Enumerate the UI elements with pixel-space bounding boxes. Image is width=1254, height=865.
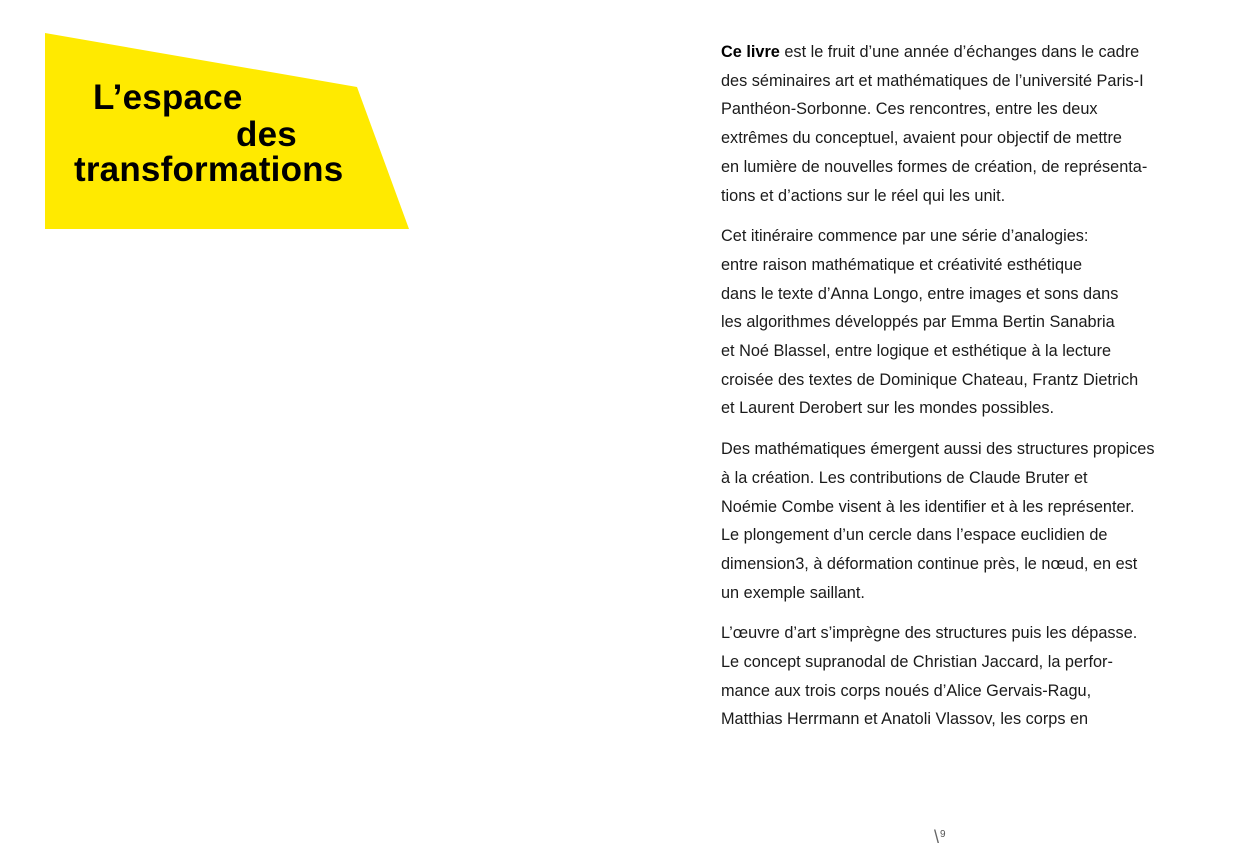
paragraph-2: [721, 222, 1171, 423]
text-line: croisée des textes de Dominique Chateau, Frantz Dietrich: [721, 370, 1139, 389]
text-line: et Noé Blassel, entre logique et esthétique à la lecture: [721, 342, 1112, 361]
text-line: des séminaires art et mathématiques de l’université Paris-I: [721, 71, 1144, 90]
title-background-shape: [45, 33, 409, 229]
text-line: mance aux trois corps noués d’Alice Gervais-Ragu,: [721, 681, 1092, 700]
text-line: et Laurent Derobert sur les mondes possibles.: [721, 399, 1055, 418]
page-number: 9: [940, 829, 946, 840]
text-line: Matthias Herrmann et Anatoli Vlassov, les corps en: [721, 710, 1089, 729]
text-line: Le concept supranodal de Christian Jaccard, la perfor-: [721, 653, 1113, 672]
text-line: dimension3, à déformation continue près, le nœud, en est: [721, 554, 1138, 573]
text-line: à la création. Les contributions de Claude Bruter et: [721, 468, 1088, 487]
lead-words: Ce livre: [721, 43, 780, 61]
text-line: Cet itinéraire commence par une série d’analogies:: [721, 227, 1089, 246]
text-line: Le plongement d’un cercle dans l’espace euclidien de: [721, 526, 1108, 545]
text-line: en lumière de nouvelles formes de création, de représenta-: [721, 157, 1148, 176]
text-line: dans le texte d’Anna Longo, entre images et sons dans: [721, 284, 1119, 303]
text-line: extrêmes du conceptuel, avaient pour objectif de mettre: [721, 129, 1122, 148]
text-line: les algorithmes développés par Emma Bertin Sanabria: [721, 313, 1115, 332]
text-line: L’œuvre d’art s’imprègne des structures puis les dépasse.: [721, 624, 1138, 643]
text-line: entre raison mathématique et créativité esthétique: [721, 255, 1083, 274]
folio-slash-mark: \: [934, 827, 940, 847]
paragraph-1: [721, 38, 1171, 210]
text-line: Noémie Combe visent à les identifier et à les représenter.: [721, 497, 1135, 516]
paragraph-4: [721, 619, 1171, 734]
text-line: un exemple saillant.: [721, 583, 865, 602]
text-line: tions et d’actions sur le réel qui les unit.: [721, 186, 1006, 205]
text-line: [721, 38, 1171, 67]
text-line: Panthéon-Sorbonne. Ces rencontres, entre les deux: [721, 100, 1098, 119]
chapter-title-line-1: L’espace: [93, 78, 243, 117]
text-line: Des mathématiques émergent aussi des structures propices: [721, 440, 1155, 459]
chapter-title-line-2: des: [236, 115, 297, 154]
page-folio: [934, 828, 946, 846]
body-text-column: [721, 38, 1171, 746]
paragraph-3: [721, 435, 1171, 607]
text-line-rest: est le fruit d’une année d’échanges dans le cadre: [779, 43, 1140, 61]
chapter-title-line-3: transformations: [74, 150, 344, 189]
